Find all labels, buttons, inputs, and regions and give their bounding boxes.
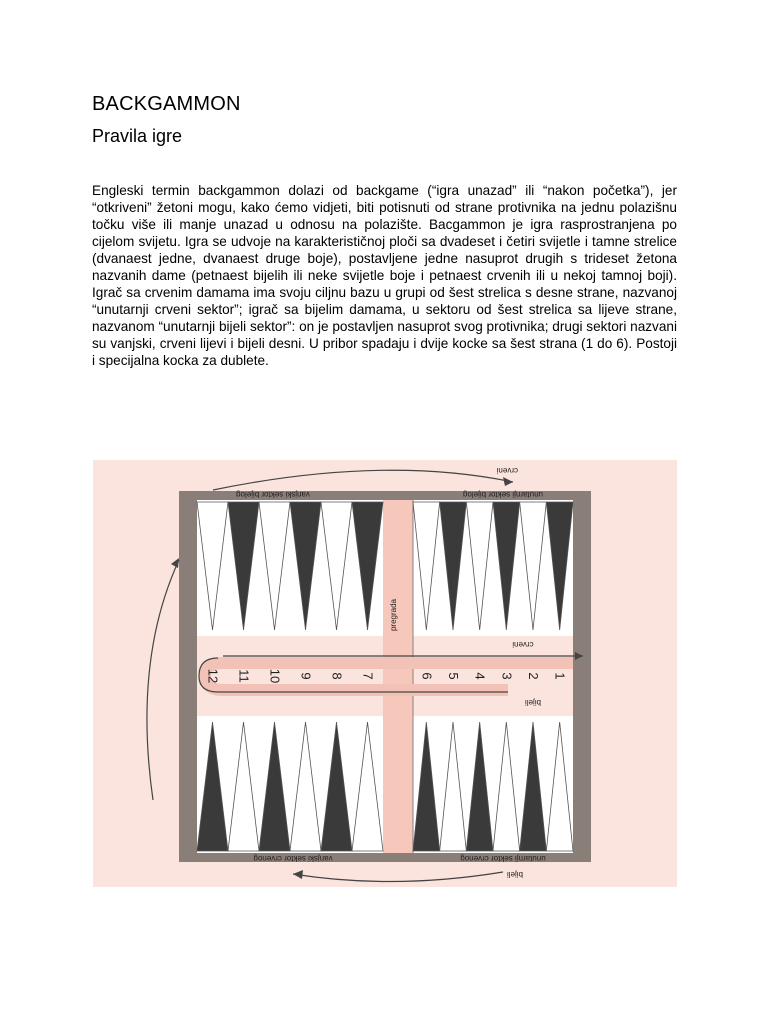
point-number: 8: [329, 672, 345, 680]
bar-strip: [383, 500, 413, 853]
point-number: 7: [360, 672, 376, 680]
backgammon-board-figure: [93, 460, 677, 887]
top-outer-arrow-head: [503, 477, 513, 486]
top-outer-arrow-label: crveni: [496, 466, 518, 475]
bar-label: pregrada: [389, 598, 398, 632]
left-outer-arrow-head: [171, 558, 179, 568]
red-direction-label: crveni: [512, 640, 534, 649]
bottom-left-sector-label: vanjski sektor crvenog: [253, 854, 333, 863]
point-number: 3: [499, 672, 515, 680]
point-number: 1: [552, 672, 568, 680]
bottom-outer-arrow-label: bijeli: [506, 870, 523, 879]
left-outer-arrow: [147, 560, 179, 800]
point-number: 5: [446, 672, 461, 680]
point-number: 10: [267, 668, 283, 684]
point-number: 2: [526, 672, 541, 680]
point-number: 6: [419, 672, 435, 680]
body-paragraph: Engleski termin backgammon dolazi od backgame (“igra unazad” ili “nakon početka”), jer “otkriveni” žetoni mogu, kako ćemo vidjeti, biti potisnuti od strane protivnika na jednu polazišnu točku više ili manje unazad u odnosu na polazište. Bacgammon je igra rasprostranjena po cijelom svijetu. Igra se udvoje na karakterističnoj ploči sa dvadeset i četiri svijetle i tamne strelice (dvanaest jedne, dvanaest druge boje), postavljene jedne nasuprot drugih s trideset žetona nazvanih dame (petnaest bijelih ili neke svijetle boje i petnaest crvenih ili u nekoj tamnoj boji). Igrač sa crvenim damama ima svoju ciljnu bazu u grupi od šest strelica s desne strane, nazvanoj “unutarnji crveni sektor”; igrač sa bijelim damama, u sektoru od šest strelica sa lijeve strane, nazvanom “unutarnji bijeli sektor”: on je postavljen nasuprot svog protivnika; drugi sektori nazvani su vanjski, crveni lijevi i bijeli desni. U pribor spadaju i dvije kocke sa šest strana (1 do 6). Postoji i specijalna kocka za dublete.: [92, 183, 677, 368]
document-title: BACKGAMMON: [92, 93, 241, 115]
point-number: 12: [205, 668, 221, 684]
point-number: 4: [472, 672, 488, 680]
bottom-outer-arrow-head: [293, 870, 303, 879]
point-number: 9: [298, 672, 314, 680]
white-direction-label: bijeli: [524, 698, 542, 707]
top-outer-arrow: [213, 470, 513, 490]
bottom-outer-arrow: [293, 872, 503, 882]
point-number: 11: [236, 669, 252, 683]
top-right-sector-label: unutarnji sektor bijelog: [462, 490, 544, 499]
document-subtitle: Pravila igre: [92, 126, 183, 146]
bottom-right-sector-label: unutarnji sektor crvenog: [460, 854, 546, 863]
top-left-sector-label: vanjski sektor bijelog: [236, 490, 310, 499]
backgammon-board-diagram: [93, 460, 677, 887]
